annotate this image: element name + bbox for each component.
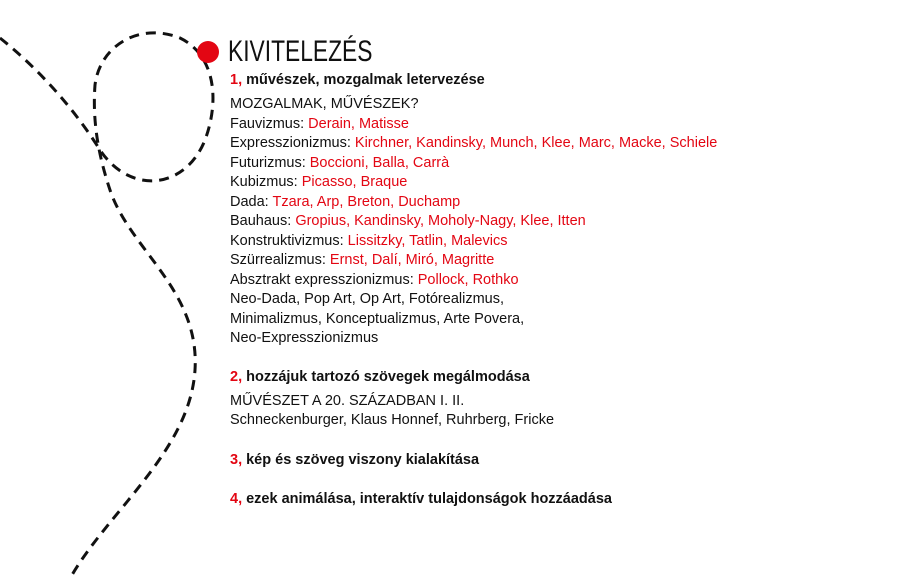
movements-heading: MOZGALMAK, MŰVÉSZEK? xyxy=(230,96,419,112)
movement-row xyxy=(230,134,910,154)
movement-artists: Gropius, Kandinsky, Moholy-Nagy, Klee, Itten xyxy=(295,213,586,229)
step-number: 3, xyxy=(230,451,243,468)
movement-name: Fauvizmus: xyxy=(230,115,309,132)
book-title: MŰVÉSZET A 20. SZÁZADBAN I. II. xyxy=(230,392,465,409)
movement-row xyxy=(230,232,910,252)
title-row xyxy=(197,30,418,74)
red-dot-marker xyxy=(197,41,219,63)
movement-row xyxy=(230,271,910,291)
step-text: kép és szöveg viszony kialakítása xyxy=(242,451,480,468)
movement-name: Bauhaus: xyxy=(230,213,296,229)
step-1 xyxy=(230,70,910,90)
movement-name: Dada: xyxy=(230,193,273,210)
step-4 xyxy=(230,489,910,509)
page-title: KIVITELEZÉS xyxy=(228,35,373,68)
movement-artists: Tzara, Arp, Breton, Duchamp xyxy=(272,193,461,210)
step-number: 2, xyxy=(230,368,243,385)
movement-artists: Pollock, Rothko xyxy=(417,271,519,288)
movement-name: Absztrakt expresszionizmus: xyxy=(230,271,418,288)
movement-name: Futurizmus: xyxy=(230,154,310,171)
movement-artists: Boccioni, Balla, Carrà xyxy=(309,154,450,171)
movement-artists: Ernst, Dalí, Miró, Magritte xyxy=(329,252,495,268)
book-authors: Schneckenburger, Klaus Honnef, Ruhrberg, Fricke xyxy=(230,412,555,428)
movement-name: Kubizmus: xyxy=(230,174,302,190)
later-movements-line: Neo-Dada, Pop Art, Op Art, Fotórealizmus, xyxy=(230,291,505,307)
later-movements-line: Minimalizmus, Konceptualizmus, Arte Povera, xyxy=(230,310,525,327)
movement-artists: Picasso, Braque xyxy=(301,174,408,190)
movement-row xyxy=(230,251,910,271)
movement-artists: Lissitzky, Tatlin, Malevics xyxy=(347,232,508,249)
step-text: ezek animálása, interaktív tulajdonságok hozzáadása xyxy=(242,490,612,507)
movement-name: Szürrealizmus: xyxy=(230,252,330,268)
step-number: 4, xyxy=(230,490,243,507)
step-number: 1, xyxy=(230,72,243,88)
movement-name: Konstruktivizmus: xyxy=(230,232,348,249)
dashed-path-line xyxy=(0,33,213,575)
movement-artists: Derain, Matisse xyxy=(308,115,409,132)
movement-row xyxy=(230,115,910,135)
content-block xyxy=(230,70,910,509)
movement-row xyxy=(230,193,910,213)
movement-name: Expresszionizmus: xyxy=(230,135,355,151)
step-text: hozzájuk tartozó szövegek megálmodása xyxy=(242,368,530,385)
movement-artists: Kirchner, Kandinsky, Munch, Klee, Marc, Macke, Schiele xyxy=(354,135,718,151)
later-movements-line: Neo-Expresszionizmus xyxy=(230,330,379,346)
step-text: művészek, mozgalmak letervezése xyxy=(242,72,485,88)
movement-row xyxy=(230,154,910,174)
step-3 xyxy=(230,450,910,470)
movement-row xyxy=(230,212,910,232)
movement-row xyxy=(230,173,910,193)
step-2 xyxy=(230,367,910,387)
